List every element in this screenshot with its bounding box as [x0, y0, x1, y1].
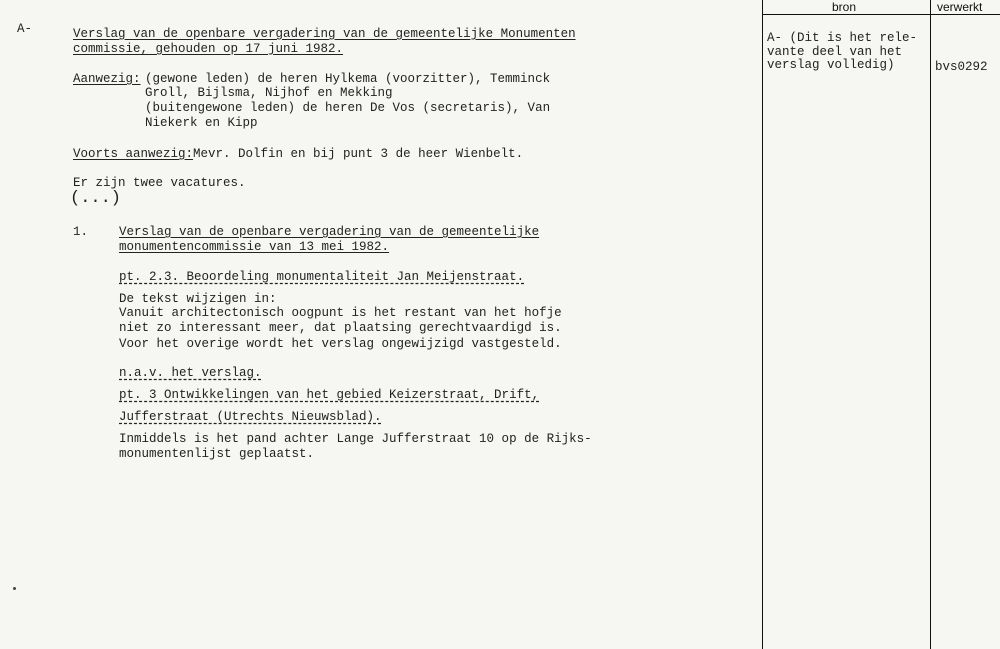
also-present-text: Mevr. Dolfin en bij punt 3 de heer Wienbelt. — [193, 147, 524, 161]
item-title-line1: Verslag van de openbare vergadering van de gemeentelijke — [119, 225, 540, 239]
item-number: 1. — [73, 225, 89, 239]
present-line2: Groll, Bijlsma, Nijhof en Mekking — [145, 86, 393, 100]
bron-line2: vante deel van het — [767, 45, 903, 59]
also-present-label: Voorts aanwezig: — [73, 147, 194, 161]
pt3-heading-line2: Jufferstraat (Utrechts Nieuwsblad). — [119, 410, 382, 424]
present-label: Aanwezig: — [73, 72, 141, 86]
pt3-heading-line1: pt. 3 Ontwikkelingen van het gebied Keizerstraat, Drift, — [119, 388, 540, 402]
column-header-bron: bron — [832, 0, 857, 14]
present-line4: Niekerk en Kipp — [145, 116, 258, 130]
table-divider-left — [762, 0, 763, 649]
present-line3: (buitengewone leden) de heren De Vos (secretaris), Van — [145, 101, 551, 115]
also-present — [73, 147, 523, 161]
pt23-line3: niet zo interessant meer, dat plaatsing gerechtvaardigd is. — [119, 321, 562, 335]
table-divider-middle — [930, 0, 931, 649]
column-header-verwerkt: verwerkt — [937, 0, 983, 14]
item-title-line2: monumentencommissie van 13 mei 1982. — [119, 240, 390, 254]
document-title-line2: commissie, gehouden op 17 juni 1982. — [73, 42, 344, 56]
pt23-line4: Voor het overige wordt het verslag ongewijzigd vastgesteld. — [119, 337, 562, 351]
margin-marker: A- — [17, 22, 33, 36]
pt23-line2: Vanuit architectonisch oogpunt is het restant van het hofje — [119, 306, 562, 320]
pt3-line2: monumentenlijst geplaatst. — [119, 447, 315, 461]
document-title-line1: Verslag van de openbare vergadering van de gemeentelijke Monumenten — [73, 27, 576, 41]
table-header-rule — [762, 14, 1000, 15]
pt3-line1: Inmiddels is het pand achter Lange Jufferstraat 10 op de Rijks- — [119, 432, 592, 446]
ellipsis: (...) — [70, 189, 122, 208]
present-line1: (gewone leden) de heren Hylkema (voorzitter), Temminck — [145, 72, 551, 86]
bron-line1: A- (Dit is het rele- — [767, 31, 918, 45]
pt23-heading: pt. 2.3. Beoordeling monumentaliteit Jan Meijenstraat. — [119, 270, 525, 284]
nav-heading: n.a.v. het verslag. — [119, 366, 262, 380]
pt23-line1: De tekst wijzigen in: — [119, 292, 277, 306]
speck-mark — [13, 587, 16, 590]
vacancies-text: Er zijn twee vacatures. — [73, 176, 246, 190]
bron-line3: verslag volledig) — [767, 58, 895, 72]
verwerkt-value: bvs0292 — [935, 60, 988, 74]
